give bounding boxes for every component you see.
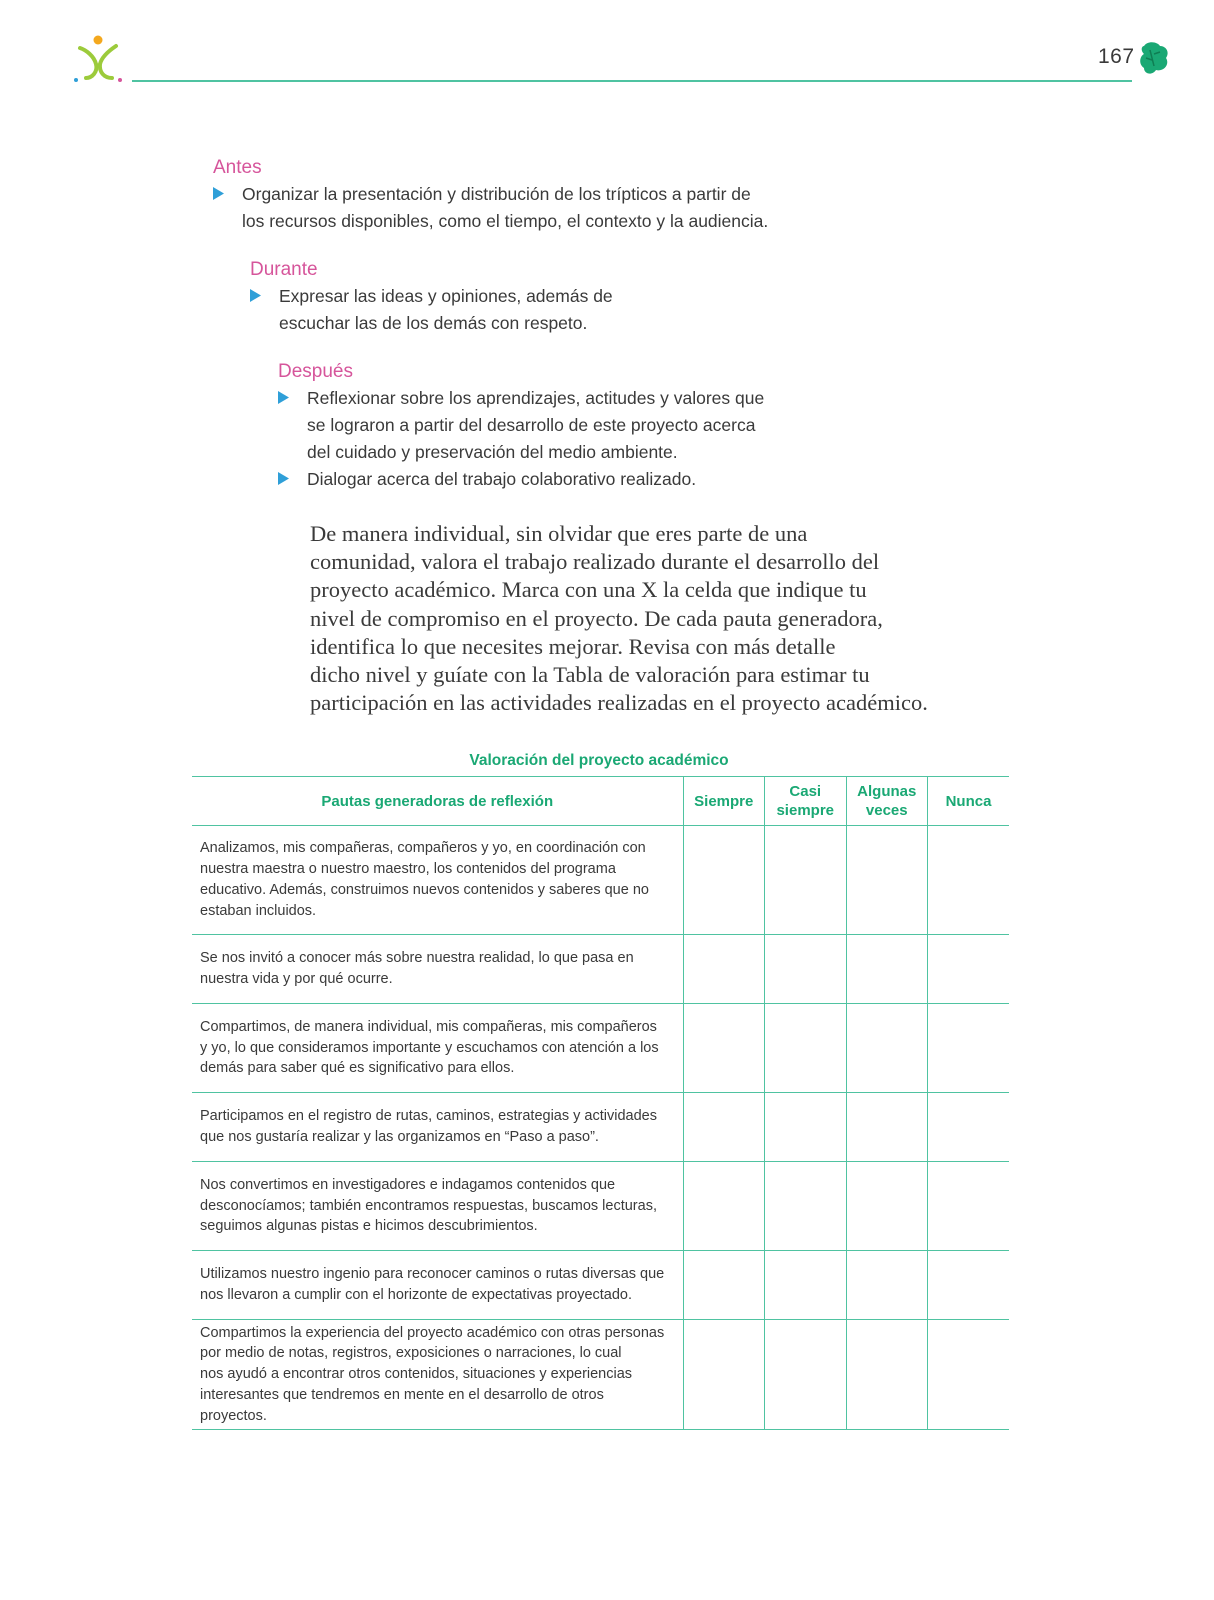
mark-cell-almost-always[interactable]	[765, 1004, 847, 1093]
table-row	[192, 1004, 1009, 1093]
column-header-almost-always: Casi siempre	[765, 777, 847, 826]
guideline-text: Compartimos la experiencia del proyecto académico con otras personas por medio de notas, registros, exposiciones o narraciones, lo cual nos ayudó a encontrar otros contenidos, situaciones y experiencias interesantes que tendremos en mente en el desarrollo de otros proyectos.	[200, 1324, 665, 1424]
column-header-guidelines: Pautas generadoras de reflexión	[321, 792, 554, 810]
mark-cell-always[interactable]	[683, 1162, 765, 1251]
bullet-triangle-icon	[278, 472, 289, 485]
guideline-text: Nos convertimos en investigadores e indagamos contenidos que desconocíamos; también encontramos respuestas, buscamos lecturas, seguimos algunas pistas e hicimos descubrimientos.	[200, 1176, 657, 1235]
section-heading: Durante	[250, 259, 318, 280]
section-durante	[250, 257, 613, 337]
guideline-text: Compartimos, de manera individual, mis compañeras, mis compañeros y yo, lo que consideramos importante y escuchamos con atención a los demás para saber qué es significativo para ellos.	[200, 1018, 659, 1077]
guideline-text: Analizamos, mis compañeras, compañeros y yo, en coordinación con nuestra maestra o nuestro maestro, los contenidos del programa educativo. Además, construimos nuevos contenidos y saberes que no estaban incluidos.	[200, 840, 649, 919]
mark-cell-always[interactable]	[683, 1004, 765, 1093]
mark-cell-almost-always[interactable]	[765, 1320, 847, 1430]
mark-cell-sometimes[interactable]	[846, 1162, 928, 1251]
mark-cell-never[interactable]	[928, 1004, 1010, 1093]
mark-cell-sometimes[interactable]	[846, 1093, 928, 1162]
mark-cell-almost-always[interactable]	[765, 826, 847, 935]
guideline-text: Utilizamos nuestro ingenio para reconocer caminos o rutas diversas que nos llevaron a cumplir con el horizonte de expectativas proyectado.	[200, 1266, 665, 1303]
list-item	[250, 283, 613, 337]
list-item-text: Reflexionar sobre los aprendizajes, actitudes y valores que se lograron a partir del desarrollo de este proyecto acerca del cuidado y preservación del medio ambiente.	[307, 388, 765, 462]
list-item	[278, 385, 764, 466]
mark-cell-almost-always[interactable]	[765, 1251, 847, 1320]
mark-cell-sometimes[interactable]	[846, 1320, 928, 1430]
section-heading: Después	[278, 361, 353, 382]
mark-cell-always[interactable]	[683, 935, 765, 1004]
instruction-paragraph: De manera individual, sin olvidar que eres parte de una comunidad, valora el trabajo realizado durante el desarrollo del proyecto académico. Marca con una X la celda que indique tu nivel de compromiso en el proyecto. De cada pauta generadora, identifica lo que necesites mejorar. Revisa con más detalle dicho nivel y guíate con la Tabla de valoración para estimar tu participación en las actividades realizadas en el proyecto académico.	[310, 521, 928, 716]
list-item-text: Organizar la presentación y distribución de los trípticos a partir de los recursos disponibles, como el tiempo, el contexto y la audiencia.	[242, 184, 769, 231]
bullet-triangle-icon	[250, 289, 261, 302]
section-heading: Antes	[213, 157, 262, 178]
list-item	[278, 466, 764, 493]
column-header-sometimes: Algunas veces	[846, 777, 928, 826]
mark-cell-never[interactable]	[928, 935, 1010, 1004]
table-row	[192, 1093, 1009, 1162]
page-number: 167	[1098, 45, 1135, 68]
mark-cell-never[interactable]	[928, 1162, 1010, 1251]
mark-cell-never[interactable]	[928, 1320, 1010, 1430]
list-item-text: Dialogar acerca del trabajo colaborativo realizado.	[307, 469, 697, 489]
section-antes	[213, 155, 768, 235]
mark-cell-sometimes[interactable]	[846, 1004, 928, 1093]
list-item-text: Expresar las ideas y opiniones, además de escuchar las de los demás con respeto.	[279, 286, 613, 333]
program-logo	[72, 34, 126, 84]
section-despues	[278, 359, 764, 493]
guideline-text: Se nos invitó a conocer más sobre nuestra realidad, lo que pasa en nuestra vida y por qué ocurre.	[200, 950, 634, 987]
mark-cell-always[interactable]	[683, 826, 765, 935]
header-rule	[132, 80, 1132, 82]
mark-cell-sometimes[interactable]	[846, 1251, 928, 1320]
evaluation-table	[192, 776, 1009, 1430]
table-header-row	[192, 777, 1009, 826]
mark-cell-never[interactable]	[928, 826, 1010, 935]
table-row	[192, 826, 1009, 935]
table-row	[192, 1162, 1009, 1251]
mark-cell-sometimes[interactable]	[846, 826, 928, 935]
leaf-cluster-icon	[1138, 40, 1170, 76]
mark-cell-sometimes[interactable]	[846, 935, 928, 1004]
mark-cell-almost-always[interactable]	[765, 1093, 847, 1162]
column-header-never: Nunca	[928, 777, 1010, 826]
mark-cell-never[interactable]	[928, 1251, 1010, 1320]
mark-cell-almost-always[interactable]	[765, 1162, 847, 1251]
table-row	[192, 1320, 1009, 1430]
mark-cell-almost-always[interactable]	[765, 935, 847, 1004]
table-row	[192, 1251, 1009, 1320]
table-title: Valoración del proyecto académico	[469, 752, 729, 769]
mark-cell-always[interactable]	[683, 1251, 765, 1320]
column-header-always: Siempre	[683, 777, 765, 826]
bullet-triangle-icon	[278, 391, 289, 404]
mark-cell-always[interactable]	[683, 1320, 765, 1430]
mark-cell-never[interactable]	[928, 1093, 1010, 1162]
guideline-text: Participamos en el registro de rutas, caminos, estrategias y actividades que nos gustaría realizar y las organizamos en “Paso a paso”.	[200, 1108, 657, 1145]
table-row	[192, 935, 1009, 1004]
list-item	[213, 181, 768, 235]
mark-cell-always[interactable]	[683, 1093, 765, 1162]
bullet-triangle-icon	[213, 187, 224, 200]
